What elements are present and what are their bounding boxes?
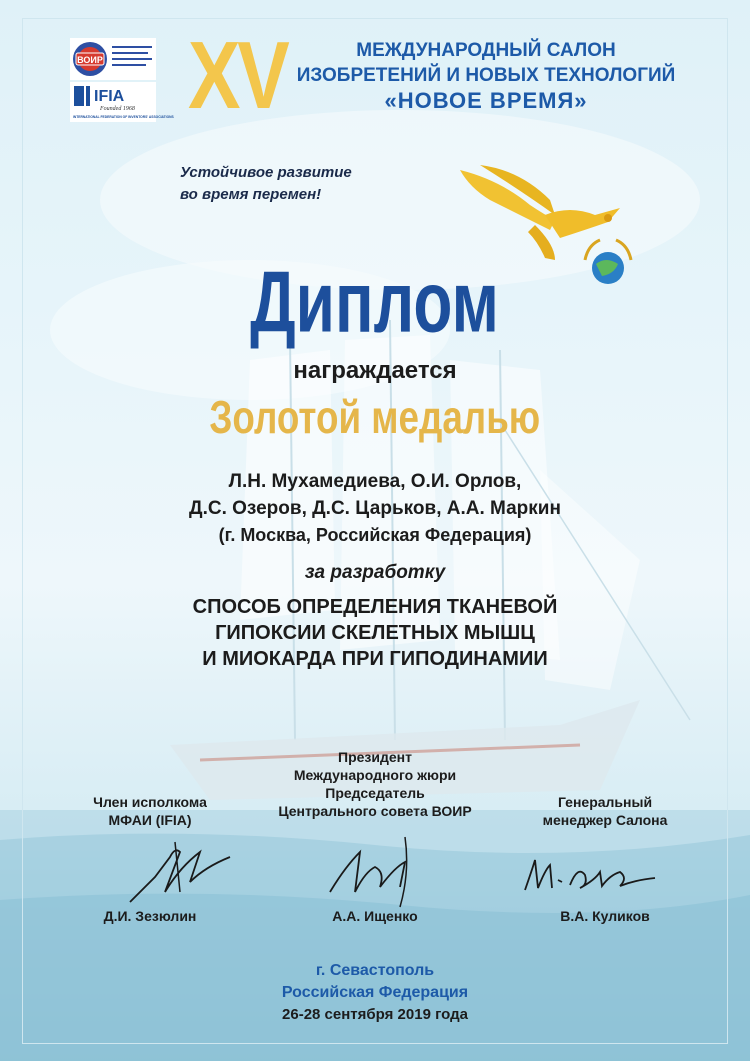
center-role-line2: Международного жюри: [293, 767, 457, 783]
ifia-logo: [70, 82, 174, 122]
voir-logo-text: ВОИР: [77, 55, 103, 65]
gold-medal-label: [0, 390, 750, 444]
center-role-line3: Председатель: [325, 785, 425, 801]
center-role-line4: Центрального совета ВОИР: [278, 803, 472, 819]
right-role-line2: менеджер Салона: [542, 812, 668, 828]
right-signatory-name: В.А. Куликов: [560, 908, 650, 924]
invention-title-line3: И МИОКАРДА ПРИ ГИПОДИНАМИИ: [202, 648, 548, 670]
motto-line1: Устойчивое развитие: [180, 164, 352, 181]
salon-title: [276, 38, 696, 113]
recipients-line2: Д.С. Озеров, Д.С. Царьков, А.А. Маркин: [189, 498, 561, 519]
diploma-title-text: Диплом: [250, 254, 500, 351]
right-role-line1: Генеральный: [557, 794, 653, 810]
left-role-line1: Член исполкома: [93, 794, 207, 810]
recipients: [0, 468, 750, 549]
event-city: г. Севастополь: [315, 962, 435, 979]
left-signature: [120, 832, 240, 912]
voir-logo: [70, 38, 156, 80]
ifia-logo-text: IFIA: [94, 88, 125, 105]
event-country: Российская Федерация: [281, 984, 469, 1001]
salon-title-line2: ИЗОБРЕТЕНИЙ И НОВЫХ ТЕХНОЛОГИЙ: [296, 65, 676, 86]
salon-title-line1: МЕЖДУНАРОДНЫЙ САЛОН: [356, 40, 616, 61]
event-location-date: [0, 960, 750, 1026]
right-signatory-role: [505, 793, 705, 829]
center-signatory-role: [250, 748, 500, 820]
left-signatory-role: [60, 793, 240, 829]
invention-title-line1: СПОСОБ ОПРЕДЕЛЕНИЯ ТКАНЕВОЙ: [192, 596, 558, 618]
center-signatory-name: А.А. Ищенко: [332, 908, 418, 924]
invention-title-line2: ГИПОКСИИ СКЕЛЕТНЫХ МЫШЦ: [215, 622, 535, 644]
recipients-city: (г. Москва, Российская Федерация): [218, 525, 532, 545]
salon-numeral: XV: [188, 22, 287, 129]
event-date: 26-28 сентября 2019 года: [282, 1006, 468, 1023]
salon-title-line3: «НОВОЕ ВРЕМЯ»: [384, 88, 588, 113]
right-signature: [520, 850, 660, 900]
ifia-founded: Founded 1968: [100, 106, 135, 112]
motto-line2: во время перемен!: [180, 186, 322, 203]
invention-title: [0, 594, 750, 672]
left-role-line2: МФАИ (IFIA): [108, 812, 192, 828]
gold-medal-text: Золотой медалью: [209, 391, 541, 443]
center-signature: [320, 832, 430, 912]
left-signatory-name: Д.И. Зезюлин: [103, 908, 197, 924]
for-development-label: за разработку: [304, 562, 446, 583]
motto: [180, 162, 352, 206]
awarded-label: награждается: [293, 357, 457, 384]
diploma-title: [0, 254, 750, 351]
center-role-line1: Президент: [338, 749, 412, 765]
ifia-caption: INTERNATIONAL FEDERATION OF INVENTORS' ASSOCIATIONS: [73, 115, 174, 119]
recipients-line1: Л.Н. Мухамедиева, О.И. Орлов,: [228, 471, 522, 492]
